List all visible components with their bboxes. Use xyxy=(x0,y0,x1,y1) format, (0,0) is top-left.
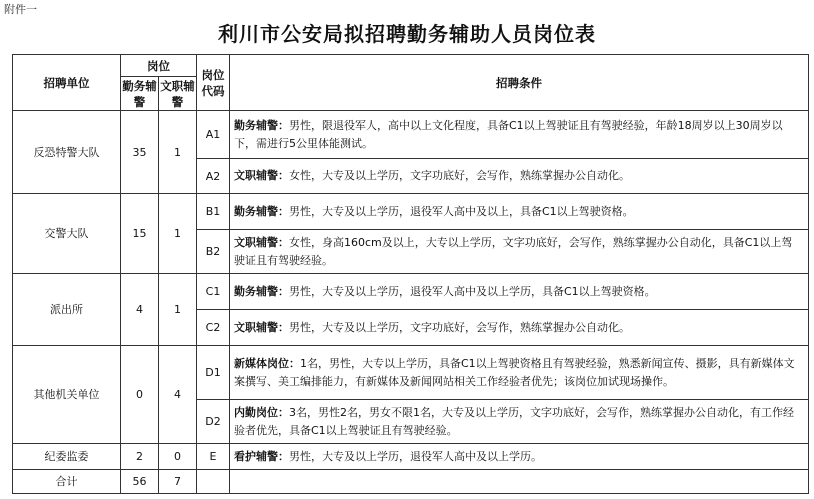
total-civil: 7 xyxy=(159,470,197,494)
total-label: 合计 xyxy=(13,470,121,494)
recruitment-table xyxy=(12,54,809,494)
position-code: E xyxy=(197,444,230,470)
civil-count: 1 xyxy=(159,194,197,274)
role-label: 勤务辅警： xyxy=(234,118,289,132)
position-condition xyxy=(230,194,809,230)
duty-count: 35 xyxy=(121,111,159,194)
role-label: 新媒体岗位： xyxy=(234,356,300,370)
position-condition xyxy=(230,346,809,400)
condition-text: 男性，大专及以上学历，退役军人高中及以上，具备C1以上驾驶资格。 xyxy=(289,204,634,218)
position-condition xyxy=(230,310,809,346)
unit-name: 派出所 xyxy=(13,274,121,346)
position-code: A1 xyxy=(197,111,230,159)
position-condition xyxy=(230,444,809,470)
condition-text: 男性，大专及以上学历，退役军人高中及以上学历。 xyxy=(289,449,542,463)
condition-text: 男性，大专及以上学历，文字功底好，会写作，熟练掌握办公自动化。 xyxy=(289,320,630,334)
position-condition xyxy=(230,230,809,274)
condition-text: 男性，限退役军人，高中以上文化程度，具备C1以上驾驶证且有驾驶经验，年龄18周岁以上30周岁以下，需进行5公里体能测试。 xyxy=(234,118,783,150)
duty-count: 0 xyxy=(121,346,159,444)
header-conditions: 招聘条件 xyxy=(230,55,809,111)
role-label: 勤务辅警： xyxy=(234,284,289,298)
condition-text: 3名，男性2名，男女不限1名，大专及以上学历，文字功底好，会写作，熟练掌握办公自动化，有工作经验者优先，具备C1以上驾驶证且有驾驶经验。 xyxy=(234,405,794,437)
role-label: 看护辅警： xyxy=(234,449,289,463)
unit-name: 反恐特警大队 xyxy=(13,111,121,194)
header-duty-aux: 勤务辅警 xyxy=(122,78,157,109)
header-civil-aux: 文职辅警 xyxy=(160,78,195,109)
civil-count: 0 xyxy=(159,444,197,470)
position-code: B1 xyxy=(197,194,230,230)
empty-cell xyxy=(230,470,809,494)
condition-text: 1名，男性，大专以上学历，具备C1以上驾驶资格且有驾驶经验，熟悉新闻宣传、摄影，具有新媒体文案撰写、美工编排能力，有新媒体及新闻网站相关工作经验者优先；该岗位加试现场操作。 xyxy=(234,356,795,388)
header-unit: 招聘单位 xyxy=(13,55,121,111)
civil-count: 4 xyxy=(159,346,197,444)
table-row xyxy=(13,346,809,400)
condition-text: 女性，大专及以上学历，文字功底好，会写作，熟练掌握办公自动化。 xyxy=(289,169,630,182)
civil-count: 1 xyxy=(159,274,197,346)
position-code: D1 xyxy=(197,346,230,400)
header-positions: 岗位 xyxy=(121,55,197,77)
role-label: 文职辅警： xyxy=(234,320,289,334)
total-row xyxy=(13,470,809,494)
total-duty: 56 xyxy=(121,470,159,494)
table-row xyxy=(13,444,809,470)
unit-name: 纪委监委 xyxy=(13,444,121,470)
position-condition xyxy=(230,400,809,444)
table-row xyxy=(13,111,809,159)
condition-text: 男性，大专及以上学历，退役军人高中及以上学历，具备C1以上驾驶资格。 xyxy=(289,284,656,298)
role-label: 文职辅警： xyxy=(234,169,289,182)
page-title: 利川市公安局拟招聘勤务辅助人员岗位表 xyxy=(218,22,596,46)
role-label: 文职辅警： xyxy=(234,235,289,249)
duty-count: 2 xyxy=(121,444,159,470)
role-label: 勤务辅警： xyxy=(234,204,289,218)
header-code: 岗位代码 xyxy=(197,55,230,111)
position-code: B2 xyxy=(197,230,230,274)
duty-count: 15 xyxy=(121,194,159,274)
duty-count: 4 xyxy=(121,274,159,346)
attachment-label: 附件一 xyxy=(4,3,37,16)
position-code: C1 xyxy=(197,274,230,310)
table-row xyxy=(13,274,809,310)
position-code: D2 xyxy=(197,400,230,444)
role-label: 内勤岗位： xyxy=(234,405,289,419)
table-row xyxy=(13,194,809,230)
civil-count: 1 xyxy=(159,111,197,194)
position-code: A2 xyxy=(197,159,230,194)
position-code: C2 xyxy=(197,310,230,346)
unit-name: 交警大队 xyxy=(13,194,121,274)
condition-text: 女性，身高160cm及以上，大专以上学历，文字功底好，会写作，熟练掌握办公自动化，具备C1以上驾驶证且有驾驶经验。 xyxy=(234,235,793,267)
empty-cell xyxy=(197,470,230,494)
position-condition xyxy=(230,159,809,194)
position-condition xyxy=(230,274,809,310)
unit-name: 其他机关单位 xyxy=(13,346,121,444)
position-condition xyxy=(230,111,809,159)
